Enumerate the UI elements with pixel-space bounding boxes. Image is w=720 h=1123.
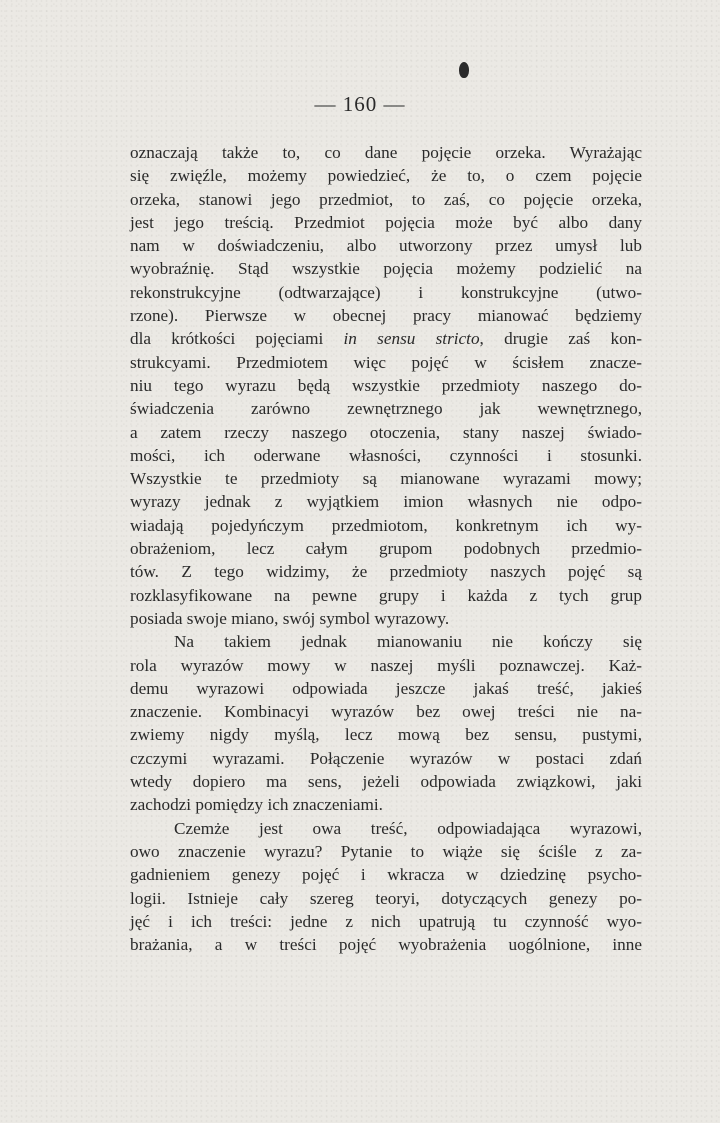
text-line: czczymi wyrazami. Połączenie wyrazów w postaci zdań [130,748,642,768]
text-line: jęć i ich treści: jedne z nich upatrują tu czynność wyo- [130,911,642,931]
text-line: owo znaczenie wyrazu? Pytanie to wiąże się ściśle z za- [130,841,642,861]
text-line: nam w doświadczeniu, albo utworzony przez umysł lub [130,236,642,256]
text-line: zwiemy nigdy myślą, lecz mową bez sensu, pustymi, [130,725,642,745]
text-line: niu tego wyrazu będą wszystkie przedmioty naszego do- [130,375,642,395]
text-line: rola wyrazów mowy w naszej myśli poznawczej. Każ- [130,655,642,675]
text-line: tów. Z tego widzimy, że przedmioty naszych pojęć są [130,562,642,582]
text-line: obrażeniom, lecz całym grupom podobnych przedmio- [130,539,642,559]
text-line-with-italic [130,327,642,350]
text-line: wiadają pojedyńczym przedmiotom, konkretnym ich wy- [130,515,642,535]
text-line: się zwięźle, możemy powiedzieć, że to, o czem pojęcie [130,166,642,186]
text-line: jest jego treścią. Przedmiot pojęcia może być albo dany [130,212,642,232]
text-line: brażania, a w treści pojęć wyobrażenia uogólnione, inne [130,935,642,955]
body-text [130,141,642,956]
text-line: rekonstrukcyjne (odtwarzające) i konstrukcyjne (utwo- [130,282,642,302]
text-line: a zatem rzeczy naszego otoczenia, stany naszej świado- [130,422,642,442]
italic-phrase: in sensu stricto [343,329,480,349]
ink-blot-mark [459,62,469,78]
text-line-paragraph-end: posiada swoje miano, swój symbol wyrazowy. [130,608,450,628]
text-line: wyobraźnię. Stąd wszystkie pojęcia możemy podzielić na [130,259,642,279]
text-line: oznaczają także to, co dane pojęcie orzeka. Wyrażając [130,143,642,162]
text-line: znaczenie. Kombinacyi wyrazów bez owej treści nie na- [130,702,642,722]
text-line-paragraph-start: Czemże jest owa treść, odpowiadająca wyrazowi, [174,818,642,838]
text-line: strukcyami. Przedmiotem więc pojęć w ścisłem znacze- [130,352,642,372]
text-line: mości, ich oderwane własności, czynności i stosunki. [130,445,642,465]
text-line: rozklasyfikowane na pewne grupy i każda z tych grup [130,585,642,605]
text-segment: , drugie zaś kon- [479,329,642,349]
text-line: gadnieniem genezy pojęć i wkracza w dziedzinę psycho- [130,865,642,885]
text-line: demu wyrazowi odpowiada jeszcze jakaś treść, jakieś [130,678,642,698]
text-segment: dla krótkości pojęciami [130,329,344,349]
text-line: wtedy dopiero ma sens, jeżeli odpowiada związkowi, jaki [130,772,642,792]
text-line: wyrazy jednak z wyjątkiem imion własnych nie odpo- [130,492,642,512]
page-number: — 160 — [314,92,406,116]
text-line: logii. Istnieje cały szereg teoryi, dotyczących genezy po- [130,888,642,908]
text-line: Wszystkie te przedmioty są mianowane wyrazami mowy; [130,469,642,489]
text-line-paragraph-start: Na takiem jednak mianowaniu nie kończy się [174,632,642,652]
text-line: rzone). Pierwsze w obecnej pracy mianować będziemy [130,306,642,326]
text-line: orzeka, stanowi jego przedmiot, to zaś, co pojęcie orzeka, [130,189,642,209]
text-line-paragraph-end: zachodzi pomiędzy ich znaczeniami. [130,795,383,815]
text-line: świadczenia zarówno zewnętrznego jak wewnętrznego, [130,399,642,419]
